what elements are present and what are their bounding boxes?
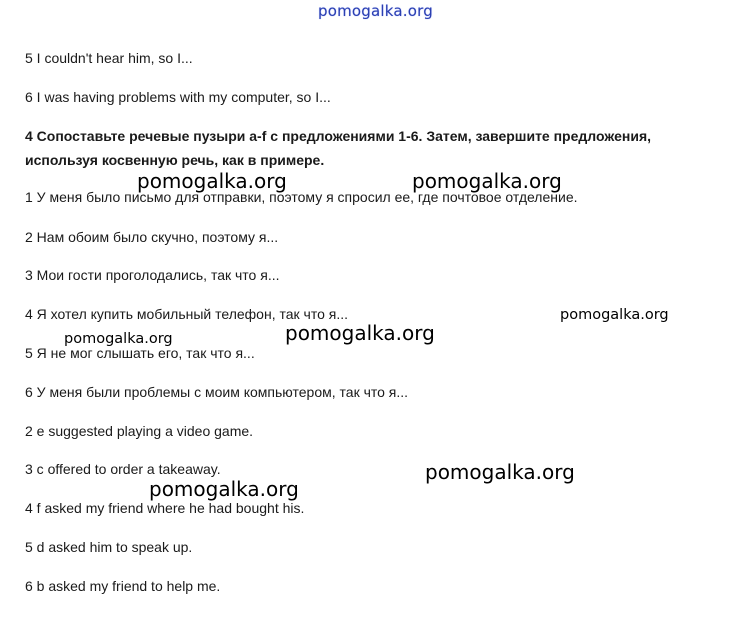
watermark: pomogalka.org <box>149 477 299 501</box>
watermark: pomogalka.org <box>412 169 562 193</box>
text-line-ru-2: 2 Нам обоим было скучно, поэтому я... <box>25 229 279 245</box>
text-line-ru-6: 6 У меня были проблемы с моим компьютером, так что я... <box>25 384 409 400</box>
site-header-link[interactable]: pomogalka.org <box>318 2 433 20</box>
watermark: pomogalka.org <box>137 169 287 193</box>
text-line-en-6: 6 I was having problems with my computer, so I... <box>25 89 331 105</box>
text-line-ru-1: 1 У меня было письмо для отправки, поэтому я спросил ее, где почтовое отделение. <box>25 189 578 205</box>
watermark: pomogalka.org <box>285 321 435 345</box>
answer-line-3: 3 c offered to order a takeaway. <box>25 461 221 477</box>
exercise-heading: 4 Сопоставьте речевые пузыри a-f с предложениями 1-6. Затем, завершите предложения, используя косвенную речь, как в примере. <box>25 128 652 168</box>
answer-line-6: 6 b asked my friend to help me. <box>25 578 221 594</box>
watermark: pomogalka.org <box>64 331 173 347</box>
answer-line-2: 2 e suggested playing a video game. <box>25 423 254 439</box>
answer-line-4: 4 f asked my friend where he had bought his. <box>25 500 305 516</box>
watermark: pomogalka.org <box>425 460 575 484</box>
text-line-ru-3: 3 Мои гости проголодались, так что я... <box>25 267 280 283</box>
text-line-en-5: 5 I couldn't hear him, so I... <box>25 50 193 66</box>
text-line-ru-5: 5 Я не мог слышать его, так что я... <box>25 345 255 361</box>
watermark: pomogalka.org <box>560 307 669 323</box>
answer-line-5: 5 d asked him to speak up. <box>25 539 193 555</box>
text-line-ru-4: 4 Я хотел купить мобильный телефон, так что я... <box>25 306 349 322</box>
